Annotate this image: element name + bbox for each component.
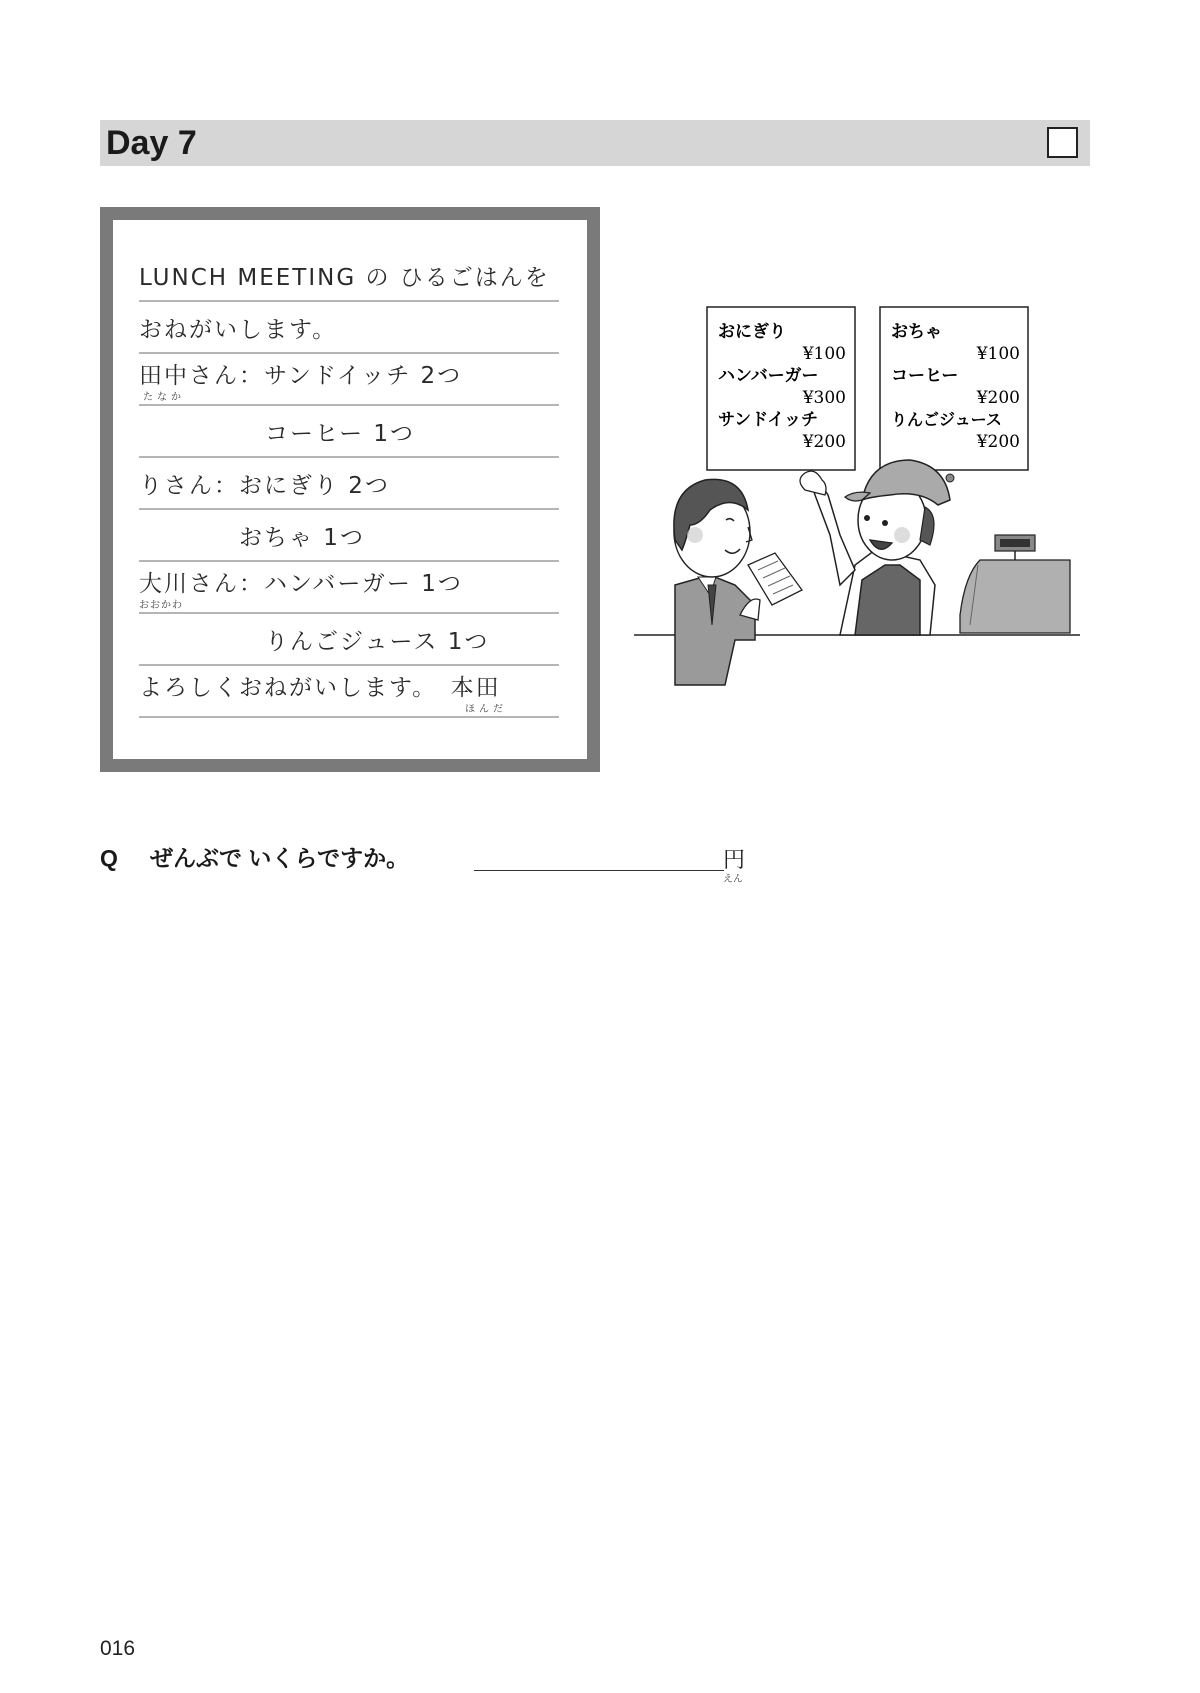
memo-line-5: [139, 458, 559, 510]
memo-line-1: [139, 250, 559, 302]
question-row: [100, 840, 409, 873]
menu-board-right: [880, 307, 1028, 470]
menu-item-name: おちゃ: [891, 322, 942, 342]
menu-item-price: ¥200: [976, 432, 1020, 452]
memo-paper: [113, 220, 587, 759]
menu-item-name: ハンバーガー: [718, 366, 819, 386]
clerk-figure: [800, 460, 954, 635]
lunch-memo: [100, 207, 600, 772]
memo-line-8: [139, 614, 559, 666]
page-number: 016: [100, 1637, 136, 1660]
restaurant-counter-scene: [630, 295, 1090, 695]
menu-item-price: ¥300: [802, 388, 846, 408]
memo-text: よろしくおねがいします。 本田: [139, 675, 501, 701]
cash-register-icon: [960, 535, 1070, 633]
question-label: Q: [100, 845, 118, 871]
day-header-bar: [100, 120, 1090, 166]
memo-line-2: [139, 302, 559, 354]
ruby-honda: ほんだ: [465, 704, 507, 715]
menu-item-price: ¥100: [976, 344, 1020, 364]
menu-item-name: りんごジュース: [891, 410, 1002, 429]
menu-item-price: ¥200: [976, 388, 1020, 408]
menu-item-price: ¥200: [802, 432, 846, 452]
memo-line-7: [139, 562, 559, 614]
customer-figure: [674, 479, 802, 685]
memo-text: おちゃ 1つ: [239, 525, 365, 551]
memo-text: LUNCH MEETING の ひるごはんを: [139, 265, 550, 291]
memo-text: コーヒー 1つ: [265, 421, 416, 447]
memo-text: りさん：おにぎり 2つ: [139, 473, 390, 499]
ruby-tanaka: たなか: [143, 392, 185, 403]
memo-line-6: [139, 510, 559, 562]
menu-item-name: おにぎり: [718, 322, 786, 342]
menu-item-name: サンドイッチ: [718, 410, 818, 430]
ruby-okawa: おおかわ: [139, 600, 183, 611]
question-text: ぜんぶで いくらですか。: [150, 845, 410, 871]
memo-line-4: [139, 406, 559, 458]
answer-blank[interactable]: [474, 870, 724, 871]
completion-checkbox[interactable]: [1047, 127, 1078, 158]
day-title: Day 7: [106, 124, 197, 162]
memo-text: おねがいします。: [139, 317, 338, 343]
memo-line-9: [139, 666, 559, 718]
paper-note-icon: [748, 553, 802, 605]
menu-item-name: コーヒー: [891, 366, 959, 386]
yen-unit: 円: [723, 848, 746, 873]
memo-line-3: [139, 354, 559, 406]
memo-text: 田中さん：サンドイッチ 2つ: [139, 363, 463, 389]
menu-board-left: [707, 307, 855, 470]
memo-text: 大川さん：ハンバーガー 1つ: [139, 571, 463, 597]
yen-ruby: えん: [723, 874, 743, 885]
memo-text: りんごジュース 1つ: [265, 629, 490, 655]
menu-item-price: ¥100: [802, 344, 846, 364]
